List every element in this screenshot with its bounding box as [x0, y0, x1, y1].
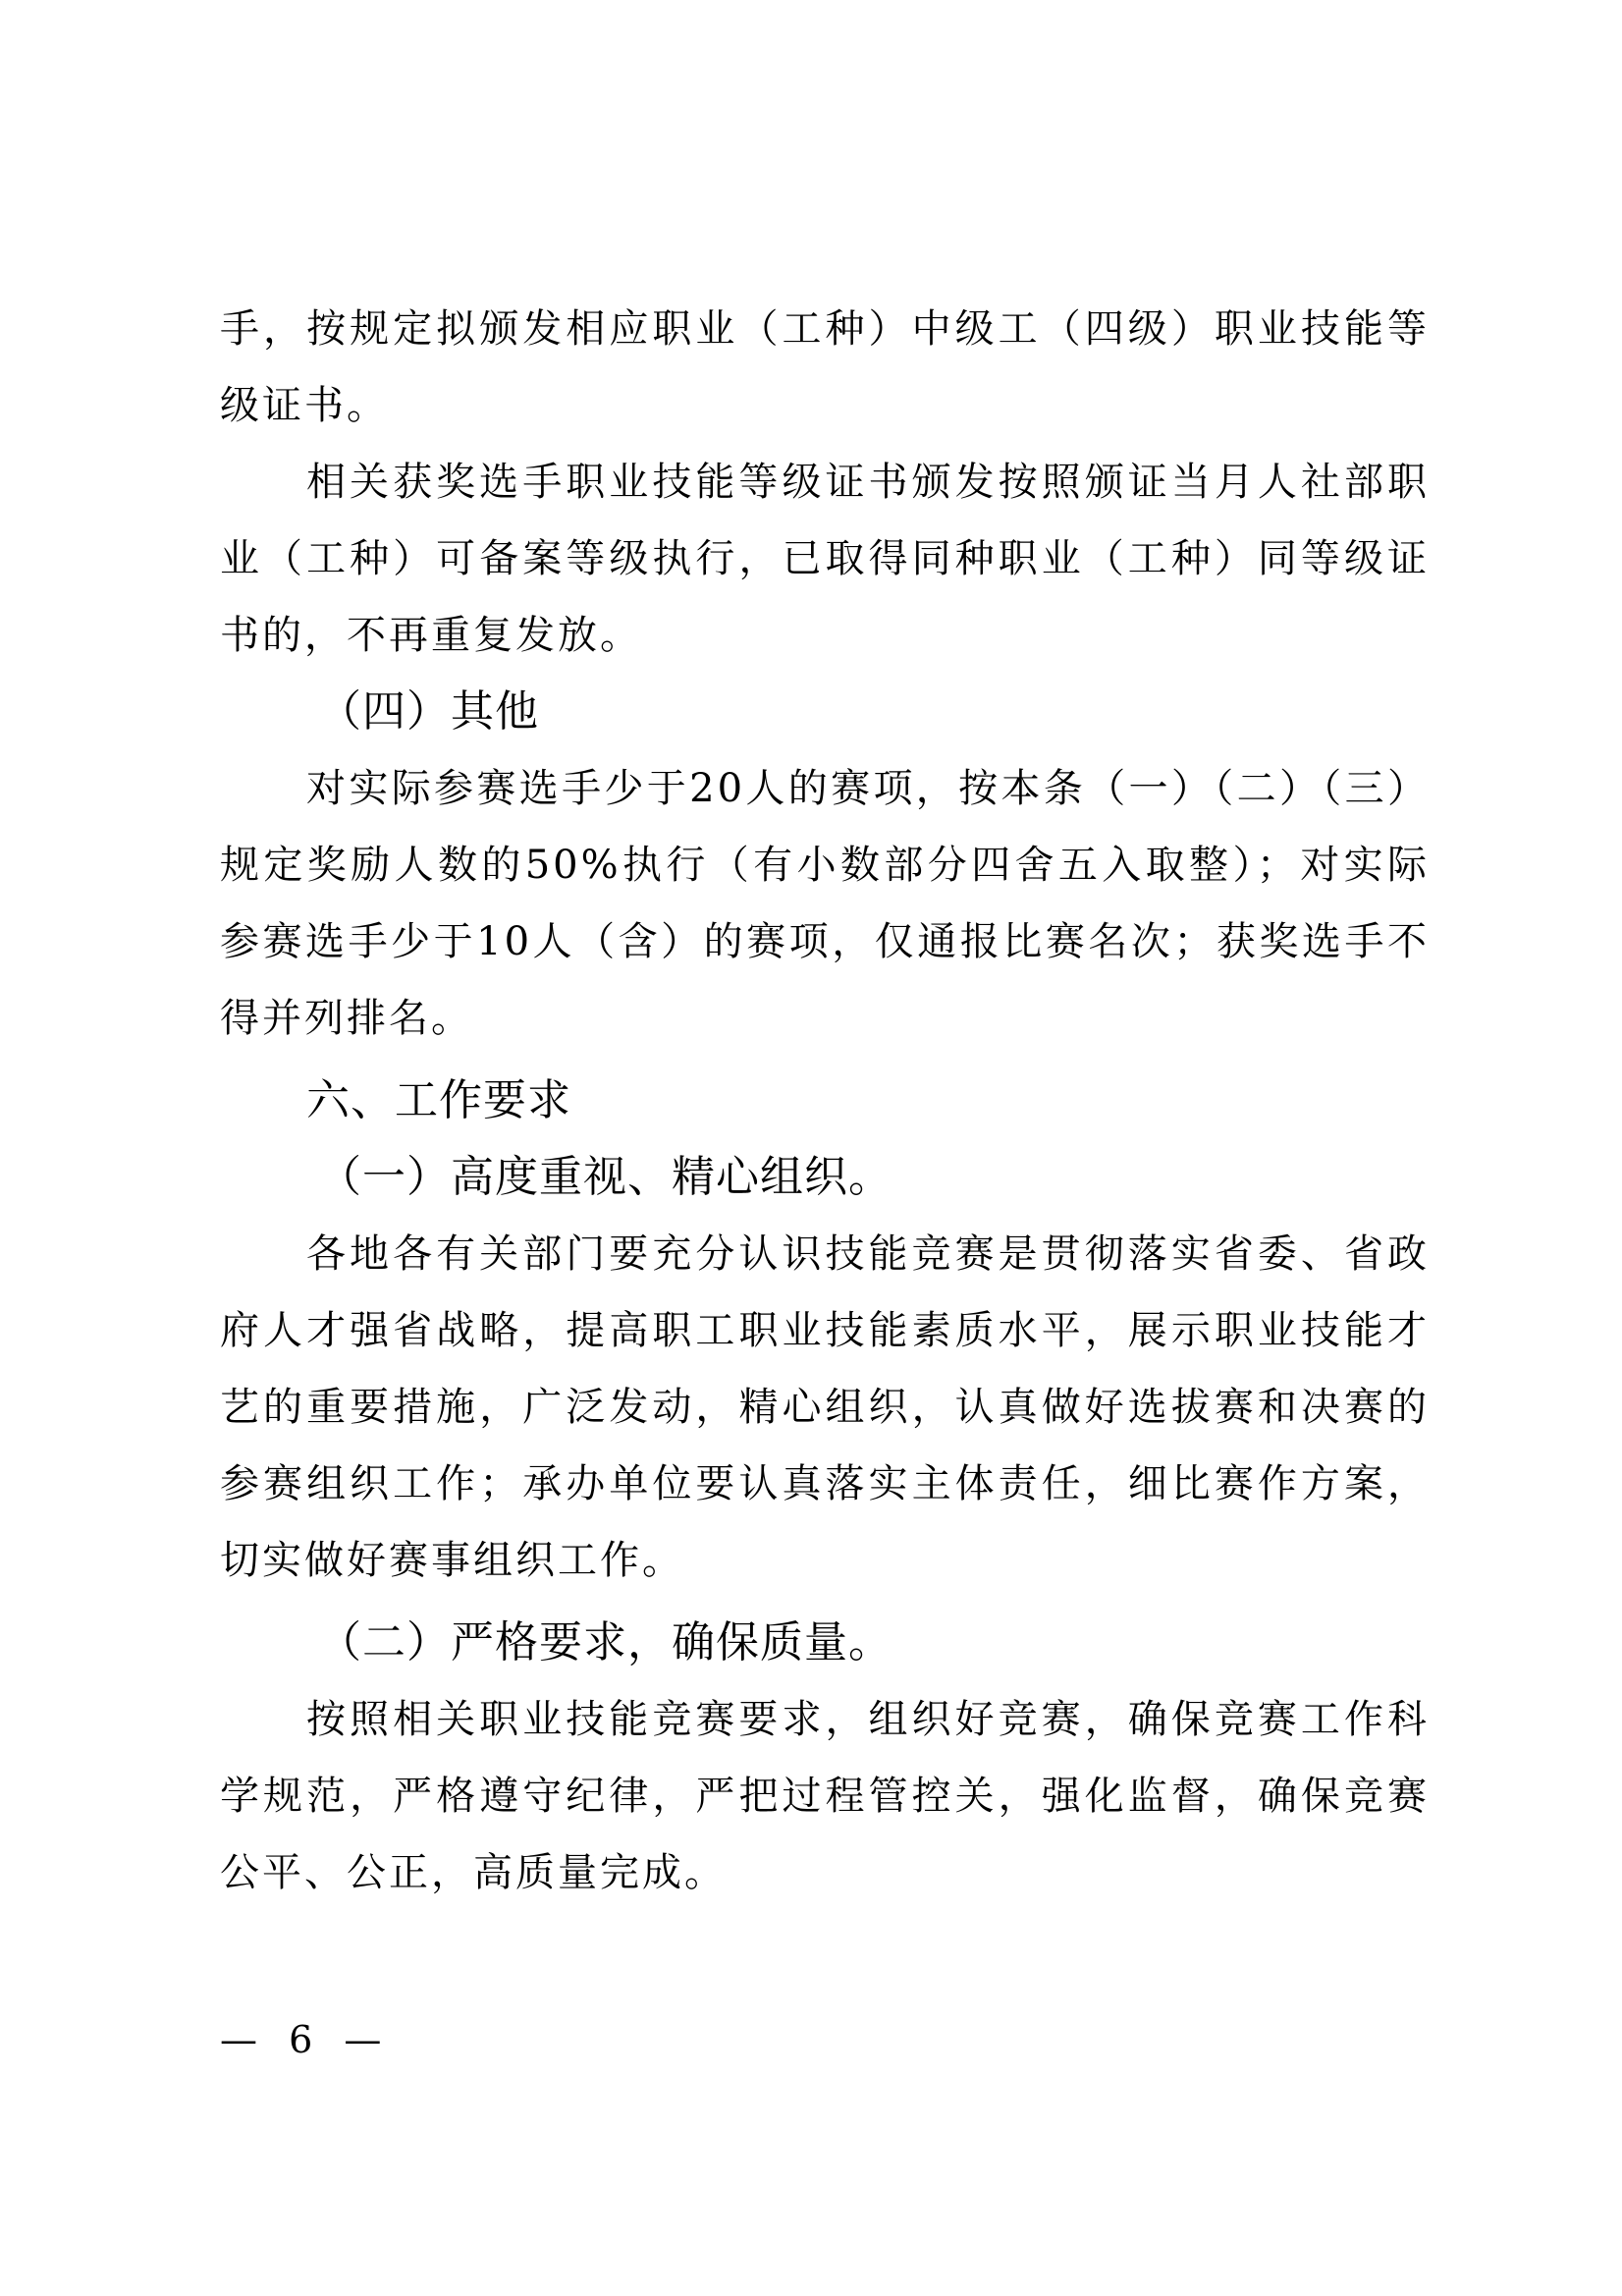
- page-number: — 6 —: [220, 2018, 392, 2061]
- subheading-other: （四）其他: [318, 686, 539, 737]
- subheading-quality: （二）严格要求，确保质量。: [318, 1617, 892, 1667]
- paragraph-quality: 按照相关职业技能竞赛要求，组织好竞赛，确保竞赛工作科学规范，严格遵守纪律，严把过程管控关，强化监督，确保竞赛公平、公正，高质量完成。: [220, 1697, 1430, 1895]
- paragraph-organization: 各地各有关部门要充分认识技能竞赛是贯彻落实省委、省政府人才强省战略，提高职工职业技能素质水平，展示职业技能才艺的重要措施，广泛发动，精心组织，认真做好选拔赛和决赛的参赛组织工作；承办单位要认真落实主体责任，细比赛作方案，切实做好赛事组织工作。: [220, 1231, 1430, 1583]
- document-body: [220, 291, 1430, 1911]
- paragraph-certificate-issuance: 相关获奖选手职业技能等级证书颁发按照颁证当月人社部职业（工种）可备案等级执行，已取得同种职业（工种）同等级证书的，不再重复发放。: [220, 460, 1430, 658]
- heading-work-requirements: 六、工作要求: [306, 1075, 571, 1125]
- paragraph-participant-threshold: 对实际参赛选手少于20人的赛项，按本条（一）（二）（三）规定奖励人数的50%执行（有小数部分四舍五入取整）；对实际参赛选手少于10人（含）的赛项，仅通报比赛名次；获奖选手不得并列排名。: [220, 766, 1430, 1041]
- subheading-attention-organization: （一）高度重视、精心组织。: [318, 1152, 892, 1202]
- paragraph-certificate-continuation: 手，按规定拟颁发相应职业（工种）中级工（四级）职业技能等级证书。: [220, 306, 1430, 428]
